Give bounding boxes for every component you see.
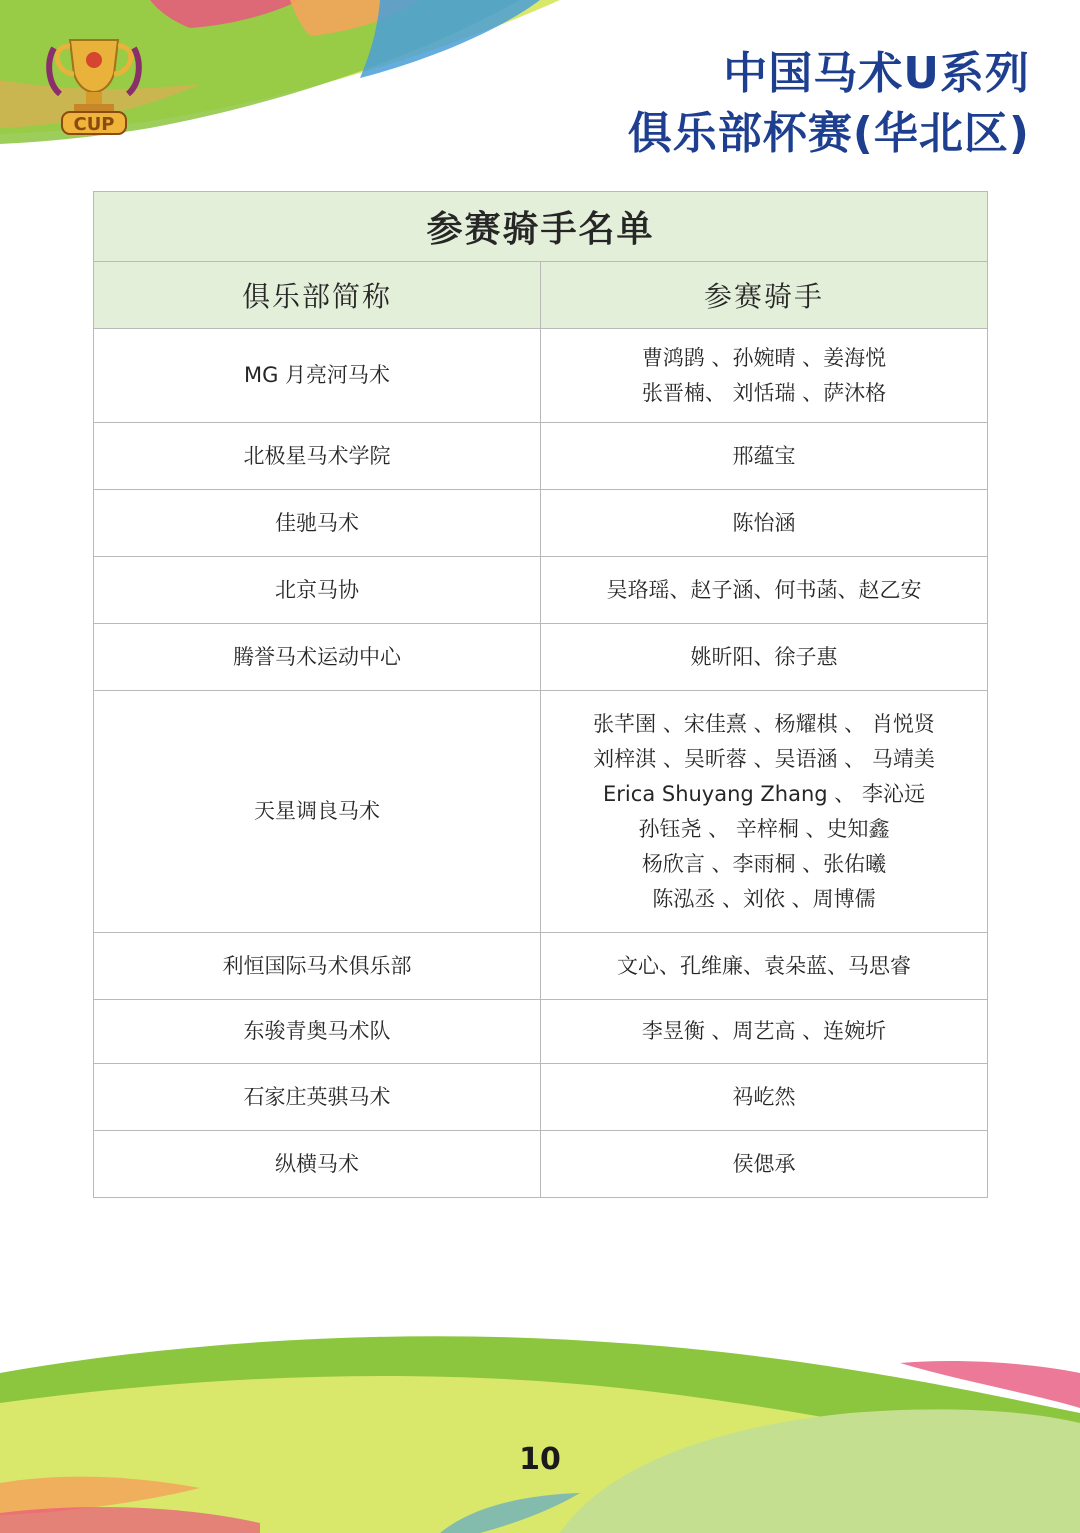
table-caption-row (94, 192, 988, 262)
club-name: 天星调良马术 (94, 691, 541, 933)
rider-list (541, 490, 988, 557)
table-row (94, 1000, 988, 1064)
club-name: 石家庄英骐马术 (94, 1064, 541, 1131)
svg-text:CUP: CUP (73, 114, 115, 135)
table-header-row (94, 262, 988, 329)
club-name: MG 月亮河马术 (94, 329, 541, 423)
title-line-1: 中国马术U系列 (723, 48, 1030, 99)
page-number: 10 (519, 1442, 561, 1477)
club-name: 北京马协 (94, 557, 541, 624)
rider-line: 李昱衡 、周艺高 、连婉圻 (641, 1019, 887, 1043)
rider-list (541, 624, 988, 691)
table-caption: 参赛骑手名单 (94, 192, 988, 262)
rider-list (541, 423, 988, 490)
rider-line: 姚昕阳、徐子惠 (690, 644, 838, 669)
title-line-2: 俱乐部杯赛(华北区) (627, 108, 1030, 159)
rider-line: 杨欣言 、李雨桐 、张佑曦 (641, 851, 887, 876)
club-name: 东骏青奥马术队 (94, 1000, 541, 1064)
column-header-riders: 参赛骑手 (541, 262, 988, 329)
rider-list (541, 1000, 988, 1064)
rider-line: 文心、孔维廉、袁朵蓝、马思睿 (617, 953, 911, 978)
rider-list (541, 557, 988, 624)
rider-line: 邢蕴宝 (732, 443, 796, 468)
rider-line: Erica Shuyang Zhang 、 李沁远 (603, 781, 925, 806)
bottom-decoration (0, 1333, 1080, 1533)
rider-line: 张芊圉 、宋佳熹 、杨耀棋 、 肖悦贤 (593, 711, 935, 736)
rider-list (541, 329, 988, 423)
rider-line: 陈泓丞 、刘依 、周博儒 (652, 886, 876, 911)
rider-line: 祃屹然 (732, 1084, 796, 1109)
rider-line: 吴珞瑶、赵子涵、何书菡、赵乙安 (606, 577, 922, 602)
rider-line: 刘梓淇 、吴昕蓉 、吴语涵 、 马靖美 (593, 746, 935, 771)
page-title (628, 44, 1030, 164)
rider-line: 侯偲承 (732, 1151, 796, 1176)
rider-roster-table (93, 191, 988, 1198)
club-name: 佳驰马术 (94, 490, 541, 557)
table-row (94, 933, 988, 1000)
rider-list (541, 933, 988, 1000)
table-row (94, 557, 988, 624)
table-row (94, 624, 988, 691)
table-row (94, 1131, 988, 1198)
table-row (94, 329, 988, 423)
table-row (94, 691, 988, 933)
table-row (94, 423, 988, 490)
rider-line: 孙钰尧 、 辛梓桐 、史知鑫 (638, 816, 890, 841)
column-header-club: 俱乐部简称 (94, 262, 541, 329)
rider-list (541, 1064, 988, 1131)
rider-line: 陈怡涵 (732, 510, 796, 535)
rider-list (541, 691, 988, 933)
rider-list (541, 1131, 988, 1198)
club-name: 纵横马术 (94, 1131, 541, 1198)
club-name: 北极星马术学院 (94, 423, 541, 490)
table-row (94, 1064, 988, 1131)
club-name: 腾誉马术运动中心 (94, 624, 541, 691)
table-row (94, 490, 988, 557)
club-name: 利恒国际马术俱乐部 (94, 933, 541, 1000)
rider-line: 曹鸿鹍 、孙婉晴 、姜海悦 (641, 345, 887, 370)
rider-line: 张晋楠、 刘恬瑞 、萨沐格 (641, 380, 887, 405)
cup-logo (40, 28, 148, 136)
